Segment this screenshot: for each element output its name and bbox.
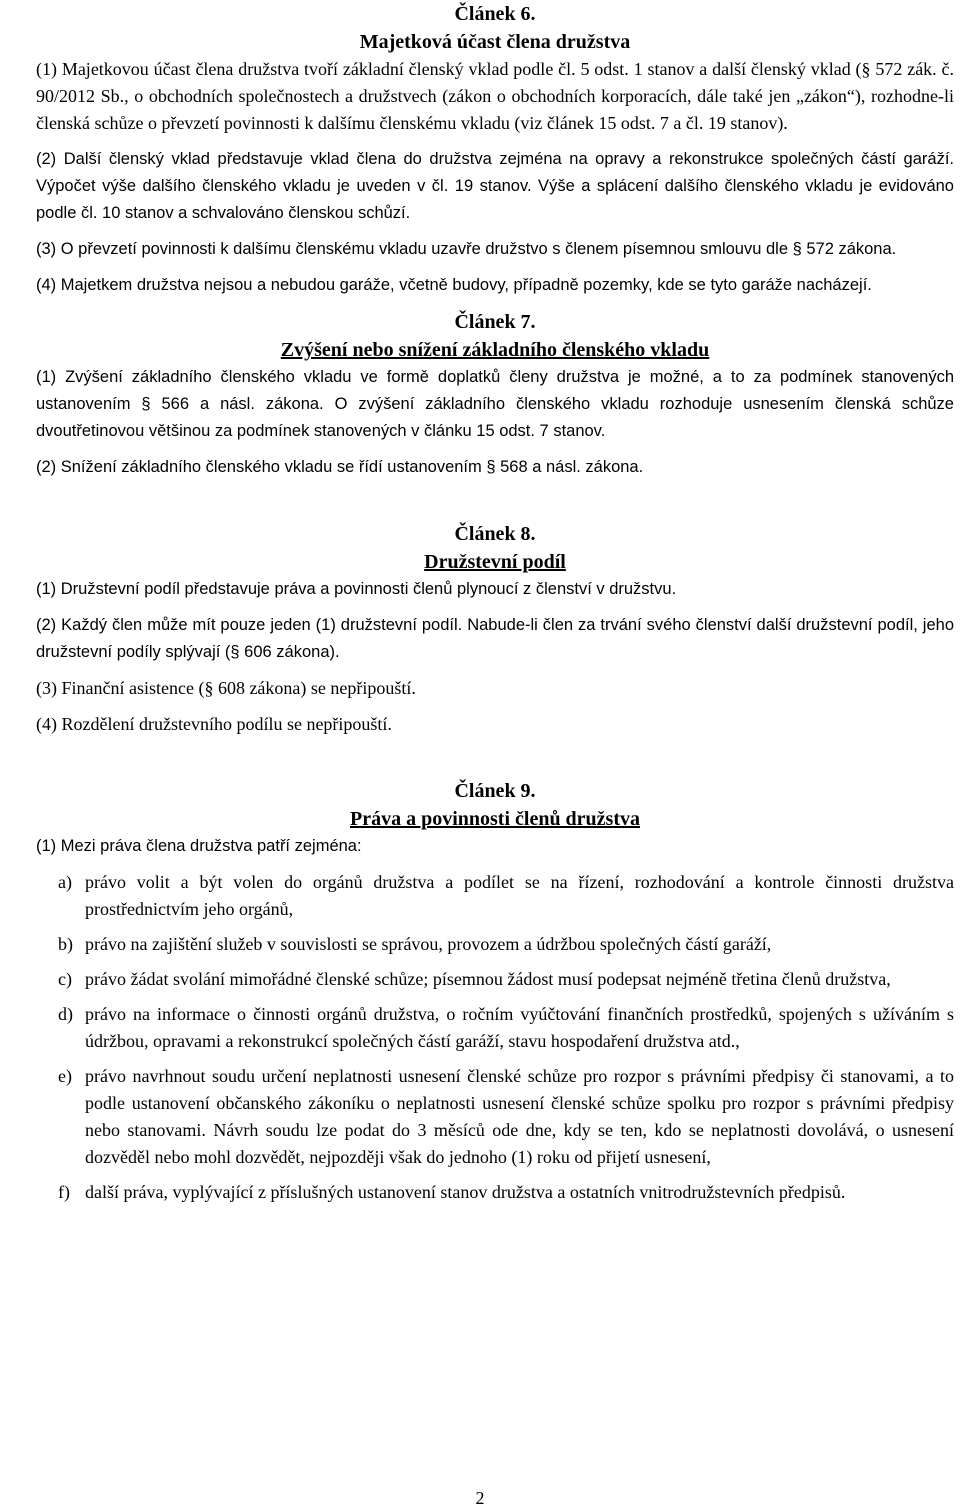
- list-item-text: další práva, vyplývající z příslušných ustanovení stanov družstva a ostatních vnitrodružstevních předpisů.: [85, 1182, 846, 1202]
- list-item: [58, 869, 954, 923]
- article-8-paragraph-4: (4) Rozdělení družstevního podílu se nepřipouští.: [36, 714, 392, 734]
- list-item-marker: b): [58, 934, 73, 954]
- list-item-text: právo navrhnout soudu určení neplatnosti usnesení členské schůze pro rozpor s právními předpisy či stanovami, a to podle ustanovení občanského zákoníku o neplatnosti usnesení členské schůze spolku pro rozpor s právními předpisy nebo stanovami. Návrh soudu lze podat do 3 měsíců ode dne, kdy se ten, kdo se neplatnosti dovolává, o usnesení dozvěděl nebo mohl dozvědět, nejpozději však do jednoho (1) roku od přijetí usnesení,: [85, 1066, 954, 1167]
- article-6-title: Majetková účast člena družstva: [359, 31, 631, 53]
- article-8-paragraph-3: (3) Finanční asistence (§ 608 zákona) se nepřipouští.: [36, 678, 416, 698]
- list-item: [58, 1179, 954, 1206]
- document-page: [36, 0, 954, 1214]
- article-6-paragraph-1: (1) Majetkovou účast člena družstva tvoří základní členský vklad podle čl. 5 odst. 1 stanov a další členský vklad (§ 572 zák. č. 90/2012 Sb., o obchodních společnostech a družstvech (zákon o obchodních korporacích, dále také jen „zákon“), rozhodne-li členská schůze o převzetí povinnosti k dalšímu členskému vkladu (viz článek 15 odst. 7 a čl. 19 stanov).: [36, 59, 954, 133]
- article-8-heading: Článek 8.: [454, 523, 536, 545]
- article-6-paragraph-3: (3) O převzetí povinnosti k dalšímu členskému vkladu uzavře družstvo s členem písemnou smlouvu dle § 572 zákona.: [36, 240, 897, 258]
- article-6-paragraph-4: (4) Majetkem družstva nejsou a nebudou garáže, včetně budovy, případně pozemky, kde se tyto garáže nacházejí.: [36, 276, 872, 294]
- article-8-paragraph-1: (1) Družstevní podíl představuje práva a povinnosti členů plynoucí z členství v družstvu.: [36, 580, 677, 598]
- list-item-marker: e): [58, 1066, 72, 1086]
- list-item-marker: a): [58, 872, 72, 892]
- article-7-paragraph-1: (1) Zvýšení základního členského vkladu ve formě doplatků členy družstva je možné, a to za podmínek stanovených ustanovením § 566 a násl. zákona. O zvýšení základního členského vkladu rozhoduje usnesením členská schůze dvoutřetinovou většinou za podmínek stanovených v článku 15 odst. 7 stanov.: [36, 368, 954, 440]
- rights-list: [36, 869, 954, 1206]
- page-number: 2: [475, 1488, 485, 1508]
- list-item-marker: d): [58, 1004, 73, 1024]
- article-9-heading: Článek 9.: [454, 780, 536, 802]
- list-item: [58, 931, 954, 958]
- article-8-title: Družstevní podíl: [424, 551, 566, 573]
- article-9-paragraph-1: (1) Mezi práva člena družstva patří zejména:: [36, 837, 362, 855]
- list-item-text: právo na informace o činnosti orgánů družstva, o ročním vyúčtování finančních prostředků, spojených s užíváním s údržbou, opravami a rekonstrukcí společných částí garáží, stavu hospodaření družstva atd.,: [85, 1004, 954, 1051]
- article-7-paragraph-2: (2) Snížení základního členského vkladu se řídí ustanovením § 568 a násl. zákona.: [36, 458, 644, 476]
- list-item: [58, 1063, 954, 1171]
- article-6-heading: Článek 6.: [454, 3, 536, 25]
- list-item-marker: f): [58, 1182, 70, 1202]
- list-item-marker: c): [58, 969, 72, 989]
- article-9-title: Práva a povinnosti členů družstva: [349, 808, 641, 830]
- list-item: [58, 1001, 954, 1055]
- article-6-paragraph-2: (2) Další členský vklad představuje vklad člena do družstva zejména na opravy a rekonstrukce společných částí garáží. Výpočet výše dalšího členského vkladu je uveden v čl. 19 stanov. Výše a splácení dalšího členského vkladu je evidováno podle čl. 10 stanov a schvalováno členskou schůzí.: [36, 150, 954, 222]
- list-item-text: právo volit a být volen do orgánů družstva a podílet se na řízení, rozhodování a kontrole činnosti družstva prostřednictvím jeho orgánů,: [85, 872, 954, 919]
- article-7-title: Zvýšení nebo snížení základního členského vkladu: [280, 339, 710, 361]
- list-item-text: právo žádat svolání mimořádné členské schůze; písemnou žádost musí podepsat nejméně třetina členů družstva,: [85, 969, 891, 989]
- list-item: [58, 966, 954, 993]
- article-7-heading: Článek 7.: [454, 311, 536, 333]
- article-8-paragraph-2: (2) Každý člen může mít pouze jeden (1) družstevní podíl. Nabude-li člen za trvání svého členství další družstevní podíl, jeho družstevní podíly splývají (§ 606 zákona).: [36, 616, 954, 661]
- list-item-text: právo na zajištění služeb v souvislosti se správou, provozem a údržbou společných částí garáží,: [85, 934, 772, 954]
